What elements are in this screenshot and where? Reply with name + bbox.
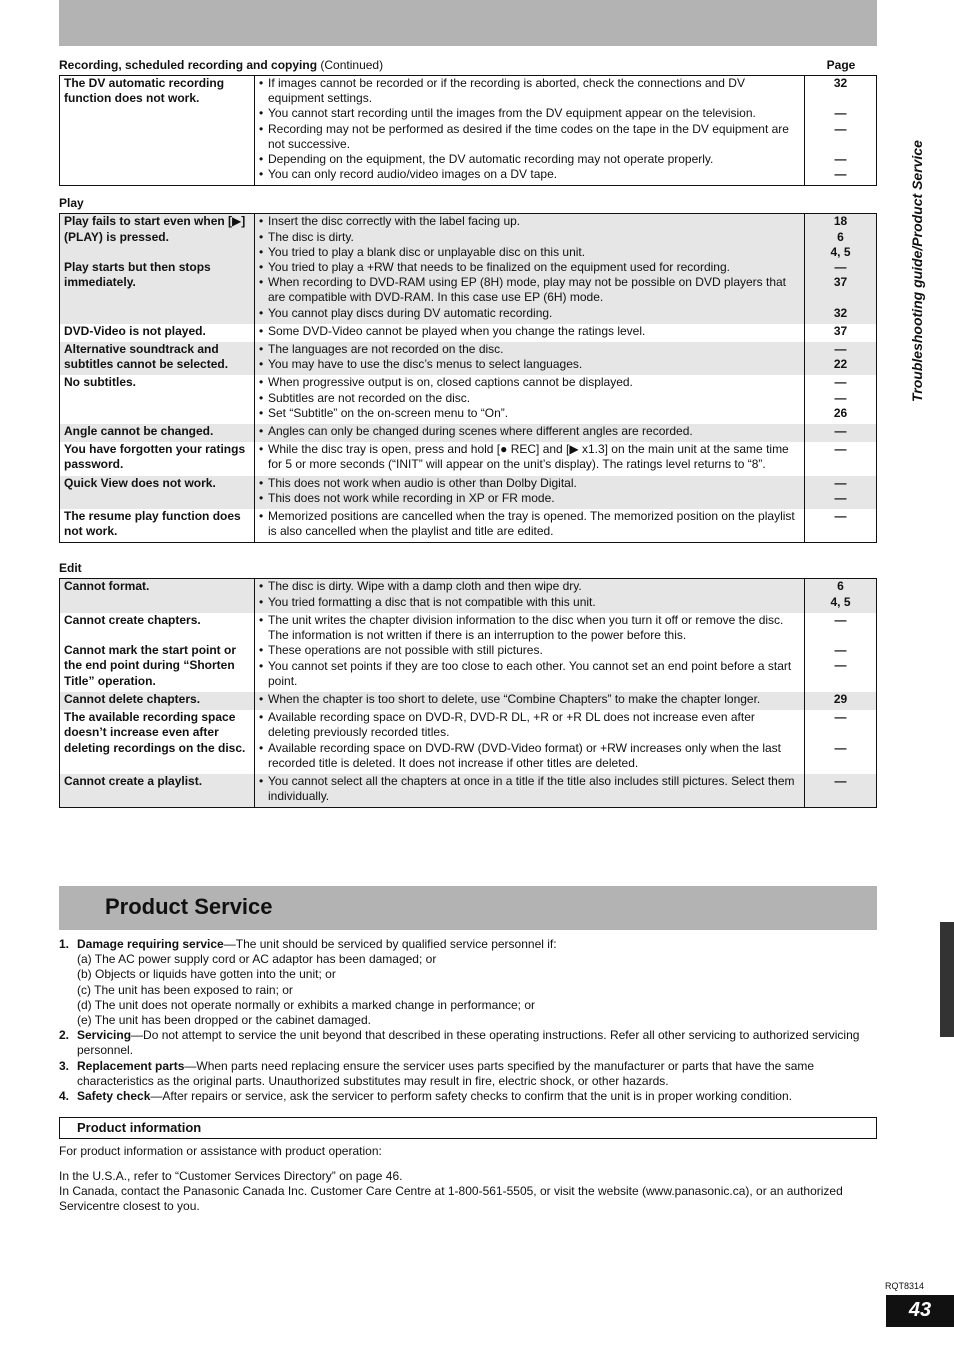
solution-item: • You cannot select all the chapters at once in a title if the title also includes still pictures. Select them individually.	[259, 774, 800, 804]
page-ref-cell	[805, 442, 877, 475]
solution-cell	[255, 710, 805, 774]
solution-item: • You tried to play a blank disc or unplayable disc on this unit.	[259, 245, 800, 260]
problem-text: Cannot create chapters.	[64, 612, 201, 627]
solution-item: • Recording may not be performed as desired if the time codes on the tape in the DV equipment are not successive.	[259, 122, 800, 152]
solution-item: • Subtitles are not recorded on the disc.	[259, 391, 800, 406]
page-ref	[809, 137, 872, 152]
solution-cell	[255, 692, 805, 710]
table-row	[60, 324, 877, 342]
product-info-intro: For product information or assistance with product operation:	[59, 1144, 382, 1158]
page-ref-cell	[805, 424, 877, 442]
solution-cell	[255, 509, 805, 543]
solution-item: • Available recording space on DVD-R, DVD-R DL, +R or +R DL does not increase even after deleting previously recorded titles.	[259, 710, 800, 740]
problem-cell	[60, 424, 255, 442]
page-ref: —	[834, 106, 847, 121]
table-row	[60, 424, 877, 442]
product-service-list	[59, 937, 877, 1104]
page-ref	[809, 725, 872, 740]
service-item-number: 1.	[59, 937, 70, 951]
problem-cell	[60, 774, 255, 808]
table-row	[60, 509, 877, 543]
page-column-header: Page	[826, 58, 856, 72]
table-row	[60, 76, 877, 186]
page-ref	[809, 290, 872, 305]
page-ref: —	[834, 442, 847, 457]
page-ref	[809, 91, 872, 106]
page-ref: —	[834, 121, 847, 136]
problem-text: Play fails to start even when [▶] (PLAY) is pressed.	[64, 214, 246, 244]
page-ref: —	[834, 260, 847, 275]
problem-text: The DV automatic recording function does not work.	[64, 76, 225, 106]
problem-text: DVD-Video is not played.	[64, 323, 206, 338]
page-ref-cell	[805, 214, 877, 324]
page-ref: 29	[833, 691, 848, 706]
solution-cell	[255, 324, 805, 342]
solution-item: • Available recording space on DVD-RW (DVD-Video format) or +RW increases only when the last recorded title is deleted. It does not increase if other titles are deleted.	[259, 741, 800, 771]
page-ref: —	[834, 710, 847, 725]
troubleshooting-content	[59, 58, 877, 808]
solution-cell	[255, 579, 805, 613]
problem-text: The resume play function does not work.	[64, 509, 241, 539]
solution-cell	[255, 76, 805, 186]
page-ref: 32	[833, 305, 848, 320]
solution-item: • The disc is dirty.	[259, 230, 800, 245]
problem-text: Play starts but then stops immediately.	[64, 259, 211, 290]
page-ref-cell	[805, 76, 877, 186]
solution-cell	[255, 442, 805, 475]
page-ref: 32	[833, 76, 848, 90]
page-ref-cell	[805, 476, 877, 509]
solution-item: • These operations are not possible with still pictures.	[259, 643, 800, 658]
page-ref: 6	[837, 229, 844, 244]
page-ref: 37	[833, 323, 848, 338]
service-item-text	[77, 1028, 877, 1058]
edit-section-header	[59, 561, 877, 578]
solution-item: • When recording to DVD-RAM using EP (8H) mode, play may not be possible on DVD players that are compatible with DVD-RAM. In this case use EP (6H) mode.	[259, 275, 800, 305]
service-sub-item: (c) The unit has been exposed to rain; or	[77, 982, 293, 997]
solution-item: • You tried formatting a disc that is not compatible with this unit.	[259, 595, 800, 610]
page-ref: 4, 5	[830, 244, 851, 259]
page-ref-cell	[805, 692, 877, 710]
service-item-body: —When parts need replacing ensure the servicer uses parts specified by the manufacturer or parts that have the same characteristics as the original parts. Unauthorized substitutes may result in fire, electric shock, or other hazards.	[77, 1058, 815, 1088]
problem-cell	[60, 375, 255, 424]
problem-text: You have forgotten your ratings password.	[64, 442, 246, 472]
solution-item: • You cannot set points if they are too close to each other. You cannot set an end point before a start point.	[259, 659, 800, 689]
page-ref: —	[834, 167, 847, 182]
recording-table	[59, 75, 877, 186]
page-ref-cell	[805, 342, 877, 375]
page-ref: 18	[833, 214, 848, 229]
solution-item: • The languages are not recorded on the disc.	[259, 342, 800, 357]
solution-item: • You may have to use the disc’s menus to select languages.	[259, 357, 800, 372]
table-row	[60, 613, 877, 692]
product-info-canada: In Canada, contact the Panasonic Canada Inc. Customer Care Centre at 1-800-561-5505, or visit the website (www.panasonic.ca), or an authorized Servicentre closest to you.	[59, 1184, 843, 1214]
document-code: RQT8314	[885, 1281, 925, 1291]
product-information-title: Product information	[77, 1120, 202, 1135]
continued-label: (Continued)	[320, 58, 384, 72]
problem-text: The available recording space doesn’t increase even after deleting recordings on the disc.	[64, 710, 246, 755]
problem-text: Cannot delete chapters.	[64, 691, 201, 706]
page-ref-cell	[805, 324, 877, 342]
service-item-body: —The unit should be serviced by qualified service personnel if:	[223, 937, 557, 951]
service-item-heading: Servicing	[77, 1028, 132, 1043]
service-item-heading: Replacement parts	[77, 1058, 185, 1073]
product-service-banner	[59, 886, 877, 930]
page-ref: —	[834, 773, 847, 788]
play-section-header	[59, 196, 877, 213]
problem-text: Alternative soundtrack and subtitles cannot be selected.	[64, 342, 229, 372]
solution-item: • When progressive output is on, closed captions cannot be displayed.	[259, 375, 800, 390]
problem-cell	[60, 509, 255, 543]
page-ref: —	[834, 490, 847, 505]
problem-cell	[60, 476, 255, 509]
page-ref-cell	[805, 509, 877, 543]
table-row	[60, 442, 877, 475]
page-ref: —	[834, 612, 847, 627]
service-sub-item: (d) The unit does not operate normally or exhibits a marked change in performance; or	[77, 997, 536, 1012]
solution-item: • Some DVD-Video cannot be played when you change the ratings level.	[259, 324, 800, 339]
side-index-tab	[940, 922, 954, 1037]
page-ref: —	[834, 740, 847, 755]
solution-item: • The disc is dirty. Wipe with a damp cloth and then wipe dry.	[259, 579, 800, 594]
edit-table	[59, 578, 877, 808]
page-ref: 4, 5	[830, 594, 851, 609]
service-item-text	[77, 1059, 877, 1089]
header-bar	[59, 0, 877, 46]
service-item	[59, 1028, 877, 1058]
problem-text: Cannot create a playlist.	[64, 773, 203, 788]
page-number: 43	[886, 1295, 954, 1327]
problem-cell	[60, 324, 255, 342]
service-item-number: 2.	[59, 1028, 70, 1043]
page-ref: —	[834, 643, 847, 658]
product-service-title: Product Service	[105, 894, 273, 919]
problem-cell	[60, 76, 255, 186]
play-section-title: Play	[59, 196, 84, 211]
service-item-body: —Do not attempt to service the unit beyond that described in these operating instructions. Refer all other servicing to authorized servicing personnel.	[77, 1028, 860, 1058]
problem-cell	[60, 342, 255, 375]
solution-item: • The unit writes the chapter division information to the disc when you turn it off or remove the disc. The information is not written if there is an interruption to the power before this.	[259, 613, 800, 643]
service-sub-item: (a) The AC power supply cord or AC adaptor has been damaged; or	[77, 952, 437, 967]
solution-item: • You can only record audio/video images on a DV tape.	[259, 167, 800, 182]
problem-text: No subtitles.	[64, 375, 137, 390]
service-sub-item: (e) The unit has been dropped or the cabinet damaged.	[77, 1013, 371, 1028]
service-item-number: 4.	[59, 1089, 70, 1104]
page-ref	[809, 628, 872, 643]
table-row	[60, 476, 877, 509]
play-table	[59, 213, 877, 543]
solution-item: • You cannot start recording until the images from the DV equipment appear on the television.	[259, 106, 800, 121]
problem-text: Angle cannot be changed.	[64, 424, 214, 439]
page-ref: —	[834, 475, 847, 490]
problem-text: Cannot format.	[64, 579, 150, 594]
solution-item: • Insert the disc correctly with the label facing up.	[259, 214, 800, 229]
problem-text: Cannot mark the start point or the end point during “Shorten Title” operation.	[64, 643, 237, 688]
solution-item: • When the chapter is too short to delete, use “Combine Chapters” to make the chapter longer.	[259, 692, 800, 707]
recording-section-title: Recording, scheduled recording and copying	[59, 58, 318, 72]
service-item	[59, 1089, 877, 1104]
table-row	[60, 375, 877, 424]
solution-item: • This does not work while recording in XP or FR mode.	[259, 491, 800, 506]
solution-cell	[255, 214, 805, 324]
side-section-title: Troubleshooting guide/Product Service	[909, 140, 925, 402]
solution-cell	[255, 613, 805, 692]
problem-cell	[60, 692, 255, 710]
page-ref: —	[834, 658, 847, 673]
problem-cell	[60, 579, 255, 613]
problem-text: Quick View does not work.	[64, 475, 216, 490]
page-ref: —	[834, 424, 847, 439]
solution-cell	[255, 375, 805, 424]
solution-item: • Memorized positions are cancelled when the tray is opened. The memorized position on the playlist is also cancelled when the playlist and title are edited.	[259, 509, 800, 539]
service-item	[59, 937, 877, 1028]
solution-cell	[255, 342, 805, 375]
table-row	[60, 692, 877, 710]
table-row	[60, 579, 877, 613]
page-ref: —	[834, 390, 847, 405]
solution-cell	[255, 774, 805, 808]
page-ref-cell	[805, 375, 877, 424]
product-information-box	[59, 1117, 877, 1139]
service-item-heading: Safety check	[77, 1089, 151, 1104]
page-ref: 6	[837, 579, 844, 594]
solution-item: • You cannot play discs during DV automatic recording.	[259, 306, 800, 321]
page-ref: 37	[833, 275, 848, 290]
solution-cell	[255, 424, 805, 442]
service-sub-item: (b) Objects or liquids have gotten into the unit; or	[77, 967, 336, 982]
service-item-body: —After repairs or service, ask the servicer to perform safety checks to confirm that the unit is in proper working condition.	[150, 1089, 792, 1104]
solution-item: • Set “Subtitle” on the on-screen menu to “On”.	[259, 406, 800, 421]
problem-cell	[60, 710, 255, 774]
service-item	[59, 1059, 877, 1089]
page-ref: 22	[833, 357, 848, 372]
solution-cell	[255, 476, 805, 509]
problem-cell	[60, 214, 255, 324]
table-row	[60, 710, 877, 774]
solution-item: • Angles can only be changed during scenes where different angles are recorded.	[259, 424, 800, 439]
service-item-number: 3.	[59, 1058, 70, 1073]
page-ref: —	[834, 342, 847, 357]
page-ref-cell	[805, 613, 877, 692]
solution-item: • While the disc tray is open, press and hold [● REC] and [▶ x1.3] on the main unit at the same time for 5 or more seconds (“INIT” will appear on the unit’s display). The ratings level returns to “8”.	[259, 442, 800, 472]
page-ref: —	[834, 151, 847, 166]
solution-item: • This does not work when audio is other than Dolby Digital.	[259, 476, 800, 491]
page-ref-cell	[805, 710, 877, 774]
problem-cell	[60, 613, 255, 692]
edit-section-title: Edit	[59, 561, 82, 576]
solution-item: • Depending on the equipment, the DV automatic recording may not operate properly.	[259, 152, 800, 167]
table-row	[60, 214, 877, 324]
table-row	[60, 774, 877, 808]
page-ref: —	[834, 375, 847, 390]
page-ref-cell	[805, 774, 877, 808]
recording-section-header	[59, 58, 877, 75]
page-ref: 26	[833, 405, 848, 420]
solution-item: • You tried to play a +RW that needs to be finalized on the equipment used for recording.	[259, 260, 800, 275]
page-ref: —	[834, 509, 847, 524]
page-ref-cell	[805, 579, 877, 613]
service-item-text	[77, 937, 877, 952]
problem-cell	[60, 442, 255, 475]
table-row	[60, 342, 877, 375]
solution-item: • If images cannot be recorded or if the recording is aborted, check the connections and DV equipment settings.	[259, 76, 800, 106]
service-item-heading: Damage requiring service	[77, 937, 224, 951]
service-item-text	[77, 1089, 877, 1104]
product-info-usa: In the U.S.A., refer to “Customer Services Directory” on page 46.	[59, 1169, 403, 1183]
